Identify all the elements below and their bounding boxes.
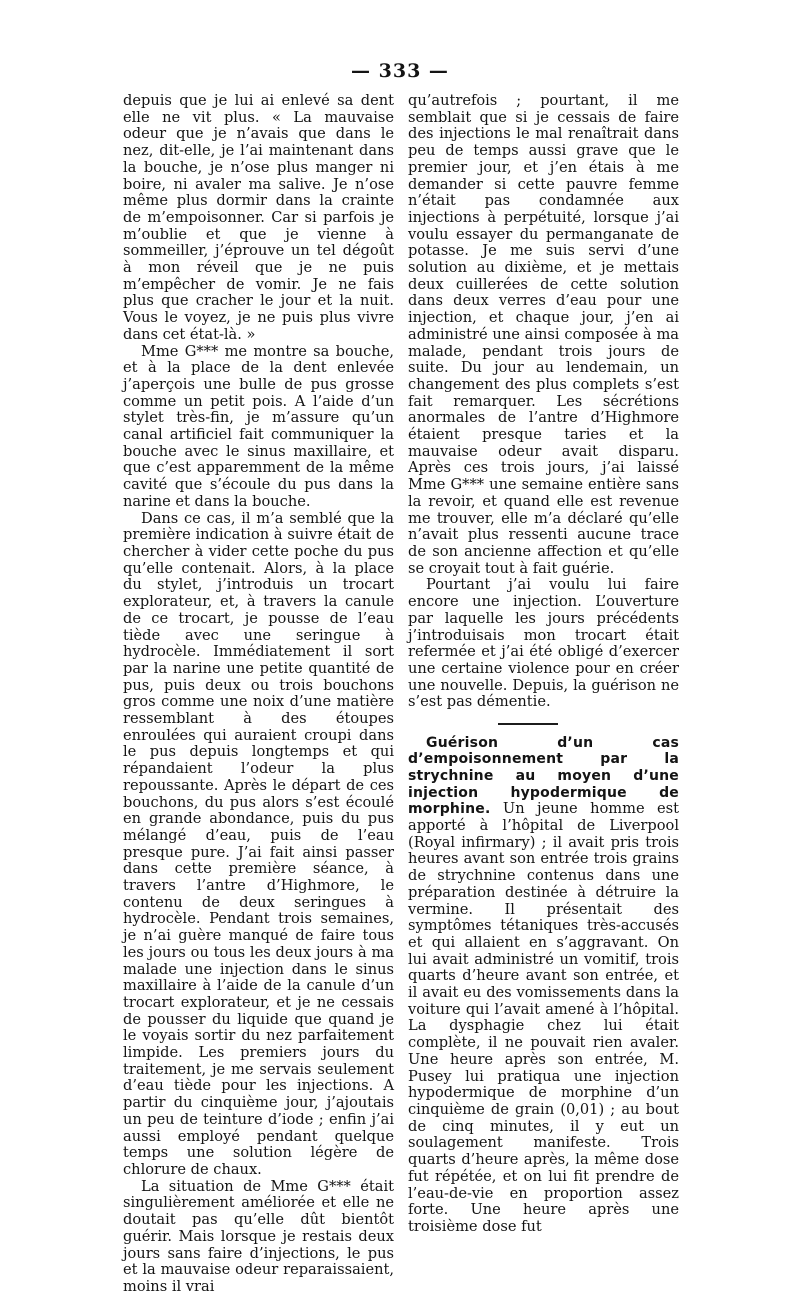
paragraph: depuis que je lui ai enlevé sa dent elle ne vit plus. « La mauvaise odeur que je n’avais que dans le nez, dit-elle, je l’ai maintenant dans la bouche, je n’ose plus manger ni boire, ni avaler ma salive. Je n’ose même plus dormir dans la crainte de m’empoisonner. Car si parfois je m’oublie et que je vienne à sommeiller, j’éprouve un tel dégoût à mon réveil que je ne puis m’empêcher de vomir. Je ne fais plus que cracher le jour et la nuit. Vous le voyez, je ne puis plus vivre dans cet état-là. » [123,92,394,343]
paragraph: qu’autrefois ; pourtant, il me semblait que si je cessais de faire des injections le mal renaîtrait dans peu de temps aussi grave que le premier jour, et j’en étais à me demander si cette pauvre femme n’était pas condamnée aux injections à perpétuité, lorsque j’ai voulu essayer du permanganate de potasse. Je me suis servi d’une solution au dixième, et je mettais deux cuillerées de cette solution dans deux verres d’eau pour une injection, et chaque jour, j’en ai administré une ainsi composée à ma malade, pendant trois jours de suite. Du jour au lendemain, un changement des plus complets s’est fait remarquer. Les sécrétions anormales de l’antre d’Highmore étaient presque taries et la mauvaise odeur avait disparu. Après ces trois jours, j’ai laissé Mme G*** une semaine entière sans la revoir, et quand elle est revenue me trouver, elle m’a déclaré qu’elle n’avait plus ressenti aucune trace de son ancienne affection et qu’elle se croyait tout à fait guérie. [408,92,679,577]
page-number: — 333 — [351,60,449,82]
section-paragraph [408,735,679,1236]
paragraph: Mme G*** me montre sa bouche, et à la place de la dent enlevée j’aperçois une bulle de pus grosse comme un petit pois. A l’aide d’un stylet très-fin, je m’assure qu’un canal artificiel fait communiquer la bouche avec le sinus maxillaire, et que c’est apparemment de la même cavité que s’écoule du pus dans la narine et dans la bouche. [123,342,394,510]
paragraph: La situation de Mme G*** était singulièrement améliorée et elle ne doutait pas qu’elle dût bientôt guérir. Mais lorsque je restais deux jours sans faire d’injections, le pus et la mauvaise odeur reparaissaient, moins il vrai [123,1177,394,1295]
right-column [408,93,679,1236]
left-column [123,93,394,1296]
section-divider [498,723,558,725]
section-text: Un jeune homme est apporté à l’hôpital de Liverpool (Royal infirmary) ; il avait pris trois heures avant son entrée trois grains de strychnine contenus dans une préparation destinée à détruire la vermine. Il présentait des symptômes tétaniques très-accusés et qui allaient en s’aggravant. On lui avait administré un vomitif, trois quarts d’heure avant son entrée, et il avait eu des vomissements dans la voiture qui l’avait amené à l’hôpital. La dysphagie chez lui était complète, il ne pouvait rien avaler. Une heure après son entrée, M. Pusey lui pratiqua une injection hypodermique de morphine d’un cinquième de grain (0,01) ; au bout de cinq minutes, il y eut un soulagement manifeste. Trois quarts d’heure après, la même dose fut répétée, et on lui fit prendre de l’eau-de-vie en proportion assez forte. Une heure après une troisième dose fut [408,800,680,1235]
paragraph: Pourtant j’ai voulu lui faire encore une injection. L’ouverture par laquelle les jours précédents j’introduisais mon trocart était refermée et j’ai été obligé d’exercer une certaine violence pour en créer une nouvelle. Depuis, la guérison ne s’est pas démentie. [408,576,679,711]
paragraph: Dans ce cas, il m’a semblé que la première indication à suivre était de chercher à vider cette poche du pus qu’elle contenait. Alors, à la place du stylet, j’introduis un trocart explorateur, et, à travers la canule de ce trocart, je pousse de l’eau tiède avec une seringue à hydrocèle. Immédiatement il sort par la narine une petite quantité de pus, puis deux ou trois bouchons gros comme une noix d’une matière ressemblant à des étoupes enroulées qui auraient croupi dans le pus depuis longtemps et qui répandaient l’odeur la plus repoussante. Après le départ de ces bouchons, du pus alors s’est écoulé en grande abondance, puis du pus mélangé d’eau, puis de l’eau presque pure. J’ai fait ainsi passer dans cette première séance, à travers l’antre d’Highmore, le contenu de deux seringues à hydrocèle. Pendant trois semaines, je n’ai guère manqué de faire tous les jours ou tous les deux jours à ma malade une injection dans le sinus maxillaire à l’aide de la canule d’un trocart explorateur, et je ne cessais de pousser du liquide que quand je le voyais sortir du nez parfaitement limpide. Les premiers jours du traitement, je me servais seulement d’eau tiède pour les injections. A partir du cinquième jour, j’ajoutais un peu de teinture d’iode ; enfin j’ai aussi employé pendant quelque temps une solution légère de chlorure de chaux. [123,509,394,1178]
section-heading: Guérison d’un cas d’empoisonnement par la strychnine au moyen d’une injection hypodermique de morphine. [408,734,679,818]
